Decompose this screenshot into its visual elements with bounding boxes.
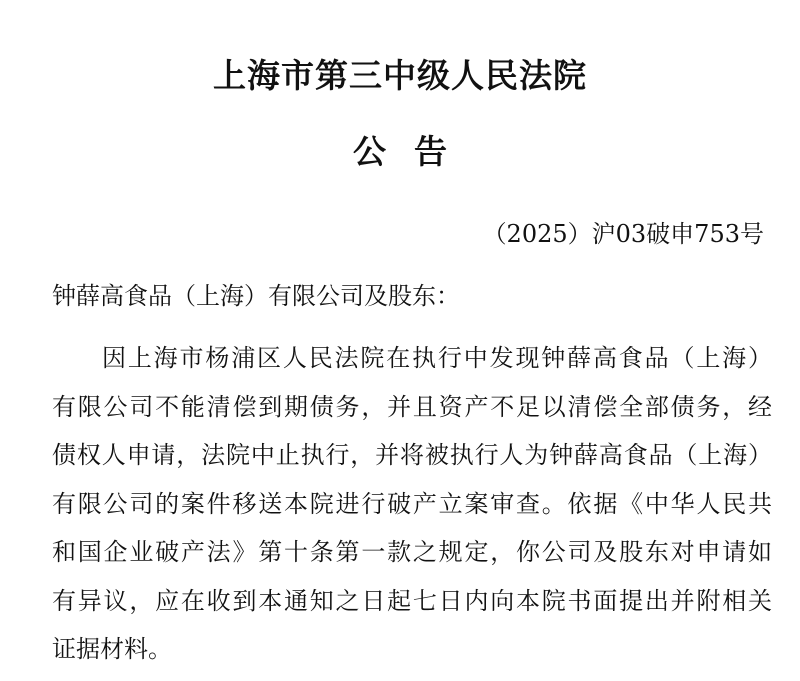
notice-body: [52, 334, 772, 674]
body-line: 债权人申请，法院中止执行，并将被执行人为钟薛高食品（上海）: [52, 441, 772, 469]
case-number: （2025）沪03破申753号: [482, 220, 764, 248]
notice-title: 公告: [353, 132, 475, 171]
body-line: 有异议，应在收到本通知之日起七日内向本院书面提出并附相关: [52, 586, 772, 615]
body-line: 有限公司的案件移送本院进行破产立案审查。依据《中华人民共: [52, 489, 772, 518]
court-name-heading: 上海市第三中级人民法院: [213, 56, 587, 95]
body-line: 证据材料。: [52, 635, 172, 663]
addressee-line: 钟薛高食品（上海）有限公司及股东：: [52, 282, 460, 310]
body-line: 因上海市杨浦区人民法院在执行中发现钟薛高食品（上海）: [102, 344, 772, 372]
body-line: 有限公司不能清偿到期债务，并且资产不足以清偿全部债务，经: [52, 392, 772, 421]
body-line: 和国企业破产法》第十条第一款之规定，你公司及股东对申请如: [52, 538, 772, 566]
